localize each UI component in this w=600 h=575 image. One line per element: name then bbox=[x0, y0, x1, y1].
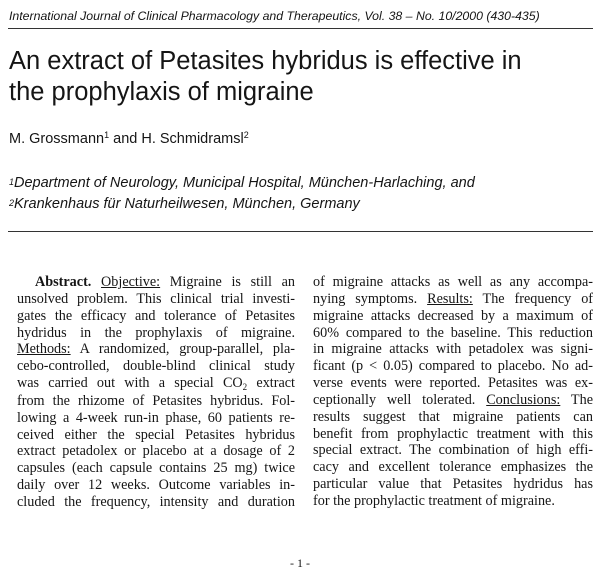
objective-heading: Objective: bbox=[101, 274, 161, 290]
abstract-line: lowing a 4-week run-in phase, 60 patients re- bbox=[17, 409, 295, 426]
abstract-line: for the prophylactic treatment of migraine. bbox=[313, 492, 555, 509]
author-name: M. Grossmann bbox=[9, 131, 105, 147]
abstract-line: from the rhizome of Petasites hybridus. Fol- bbox=[17, 392, 295, 409]
page-number: - 1 - bbox=[290, 556, 310, 570]
abstract-line: was carried out with a special $CO_2$ extract bbox=[17, 375, 295, 393]
header-rule bbox=[8, 28, 593, 29]
abstract-line: extract petadolex or placebo at a dosage of 2 bbox=[17, 443, 295, 460]
abstract-label: Abstract. bbox=[35, 274, 92, 290]
abstract-line: nying symptoms. Results: The frequency of bbox=[313, 290, 594, 307]
affiliation-marker: 2 bbox=[243, 130, 249, 140]
abstract-line: ficant (p < 0.05) compared to placebo. No ad- bbox=[313, 358, 593, 375]
abstract-line: daily over 12 weeks. Outcome variables in- bbox=[17, 477, 295, 494]
abstract-line: particular value that Petasites hydridus has bbox=[313, 476, 593, 493]
abstract-line: cacy and excellent tolerance emphasizes the bbox=[313, 459, 593, 476]
abstract-line: benefit from prophylactic treatment with this bbox=[313, 425, 593, 442]
affiliation-marker: 2 bbox=[9, 198, 15, 208]
abstract-line: capsules (each capsule contains 25 mg) twice bbox=[17, 460, 295, 477]
affiliation-line bbox=[9, 194, 594, 215]
title-line: the prophylaxis of migraine bbox=[9, 78, 314, 106]
conclusions-heading: Conclusions: bbox=[486, 391, 561, 408]
author-list bbox=[9, 131, 249, 147]
affiliation-line bbox=[9, 173, 594, 194]
abstract-line: 60% compared to the baseline. This reduction bbox=[313, 324, 593, 341]
abstract-line: Methods: A randomized, group-parallel, pla- bbox=[17, 341, 295, 358]
abstract-line: in migraine attacks with petadolex was signi- bbox=[313, 341, 593, 358]
results-heading: Results: bbox=[427, 290, 473, 307]
abstract-line: ceptionally well tolerated. Conclusions: The bbox=[313, 391, 593, 408]
abstract-column-left bbox=[17, 274, 295, 511]
abstract-line: cebo-controlled, double-blind clinical study bbox=[17, 358, 295, 375]
abstract-line: cluded the frequency, intensity and duration bbox=[17, 493, 295, 510]
title-line: An extract of Petasites hybridus is effective in bbox=[9, 47, 522, 75]
abstract-line: Abstract. Objective: Migraine is still an bbox=[35, 274, 295, 290]
subscript: 2 bbox=[242, 382, 248, 393]
article-title bbox=[9, 46, 594, 108]
abstract-line: ceived either the special Petasites hybridus bbox=[17, 426, 295, 443]
abstract-line: gates the efficacy and tolerance of Petasites bbox=[17, 307, 295, 324]
affiliation-marker: 1 bbox=[104, 130, 110, 140]
abstract-line: verse events were reported. Petasites was ex- bbox=[313, 375, 593, 392]
abstract-line: unsolved problem. This clinical trial investi- bbox=[17, 290, 295, 307]
abstract-column-right bbox=[313, 274, 593, 510]
author-name: H. Schmidramsl bbox=[141, 131, 244, 147]
abstract-line: results suggest that migraine patients can bbox=[313, 408, 593, 425]
affiliation-marker: 1 bbox=[9, 177, 15, 187]
affiliation-text: Department of Neurology, Municipal Hospital, München-Harlaching, and bbox=[14, 175, 475, 191]
abstract-line: of migraine attacks as well as any accompa- bbox=[313, 274, 593, 290]
affiliation-text: Krankenhaus für Naturheilwesen, München, Germany bbox=[14, 196, 360, 212]
section-rule bbox=[8, 231, 593, 232]
abstract-line: special extract. The combination of high effi- bbox=[313, 442, 593, 459]
affiliations bbox=[9, 173, 594, 215]
methods-heading: Methods: bbox=[17, 341, 71, 358]
journal-citation: International Journal of Clinical Pharmacology and Therapeutics, Vol. 38 – No. 10/2000 (430-435) bbox=[9, 9, 540, 23]
author-conjunction: and bbox=[109, 131, 142, 147]
abstract-line: migraine attacks decreased by a maximum of bbox=[313, 307, 593, 324]
abstract-line: hydridus in the prophylaxis of migraine. bbox=[17, 324, 295, 341]
